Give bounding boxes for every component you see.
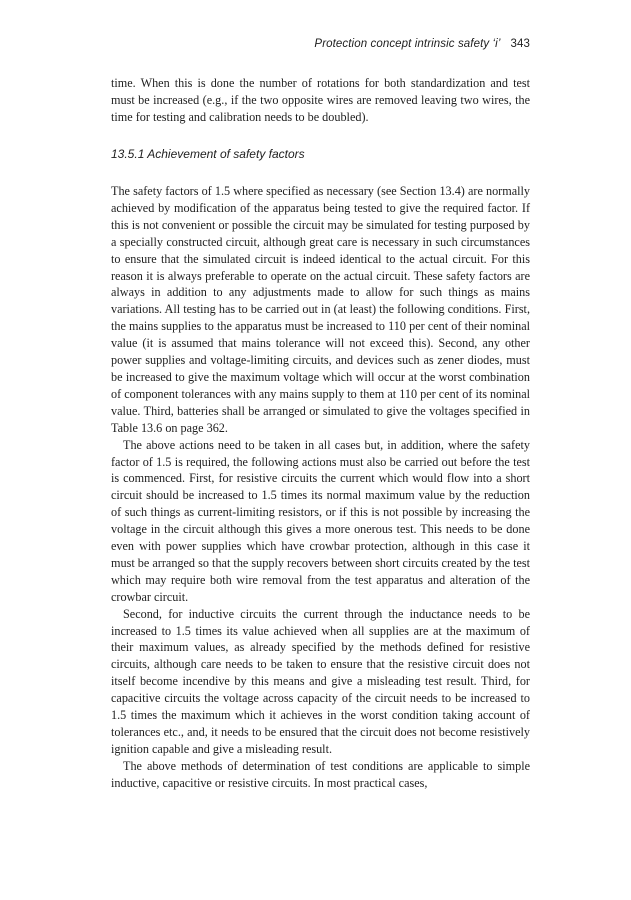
- section-body: [111, 183, 530, 792]
- page-number: 343: [510, 38, 530, 50]
- running-title: Protection concept intrinsic safety ‘i’: [314, 38, 501, 50]
- body-paragraph: The above methods of determination of test conditions are applicable to simple inductive, capacitive or resistive circuits. In most practical cases,: [111, 758, 530, 790]
- continuation-paragraph: time. When this is done the number of rotations for both standardization and test must be increased (e.g., if the two opposite wires are removed leaving two wires, the time for testing and calibration needs to be doubled).: [111, 76, 530, 124]
- running-header: [314, 38, 530, 50]
- body-paragraph: Second, for inductive circuits the current through the inductance needs to be increased to 1.5 times its value achieved when all supplies are at the maximum of their maximum values, as already specified by the methods defined for resistive circuits, although care needs to be taken to ensure that the resistive circuit does not itself become incendive by this means and give a misleading test result. Third, for capacitive circuits the voltage across capacity of the circuit needs to be increased to 1.5 times the maximum which it achieves in the worst condition taking account of tolerances etc., and, it needs to be ensured that the circuit does not become resistively ignition capable and give a misleading result.: [111, 606, 530, 756]
- continuation-block: [111, 75, 530, 126]
- body-paragraph: The above actions need to be taken in all cases but, in addition, where the safety factor of 1.5 is required, the following actions must also be carried out before the test is commenced. First, for resistive circuits the current which would flow into a short circuit should be increased to 1.5 times its normal maximum value by the reduction of such things as current-limiting resistors, or if this is not possible by increasing the voltage in the circuit although this gives a more onerous test. This needs to be done even with power supplies which have crowbar protection, although in this case it must be arranged so that the supply recovers between short circuits created by the test which may require both wire removal from the test apparatus and alteration of the crowbar circuit.: [111, 437, 530, 604]
- body-paragraph: The safety factors of 1.5 where specified as necessary (see Section 13.4) are normally achieved by modification of the apparatus being tested to give the required factor. If this is not convenient or possible the circuit may be simulated for testing purposed by a specially constructed circuit, although great care is necessary in such circumstances to ensure that the simulated circuit is indeed identical to the actual circuit. For this reason it is always preferable to operate on the actual circuit. These safety factors are always in addition to any adjustments made to allow for such things as mains variations. All testing has to be carried out in (at least) the following conditions. First, the mains supplies to the apparatus must be increased to 110 per cent of their nominal value (it is assumed that mains tolerance will not exceed this). Second, any other power supplies and voltage-limiting circuits, and devices such as zener diodes, must be increased to give the maximum voltage which will occur at the worst combination of component tolerances with any mains supply to them at 110 per cent of its nominal value. Third, batteries shall be arranged or simulated to give the voltages specified in Table 13.6 on page 362.: [111, 184, 530, 435]
- section-heading: 13.5.1 Achievement of safety factors: [111, 147, 305, 161]
